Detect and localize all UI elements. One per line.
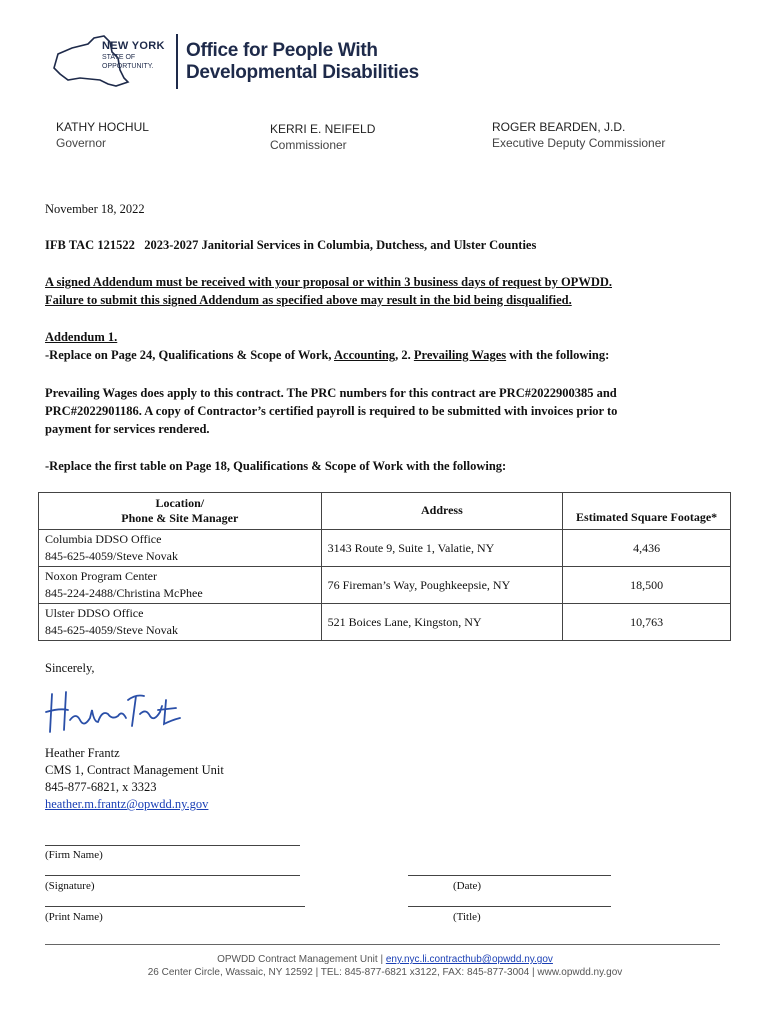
- replace-instruction-1: [45, 346, 609, 365]
- row-location-name: Columbia DDSO Office: [45, 532, 162, 546]
- official-name: KATHY HOCHUL: [56, 120, 149, 134]
- row-location-name: Noxon Program Center: [45, 569, 157, 583]
- letter-date: November 18, 2022: [45, 202, 145, 216]
- footer-unit: OPWDD Contract Management Unit |: [217, 954, 386, 965]
- sender-phone: 845-877-6821, x 3323: [45, 780, 157, 794]
- row-footage: 18,500: [563, 567, 731, 604]
- row-footage: 10,763: [563, 604, 731, 641]
- signature-line[interactable]: [45, 875, 300, 876]
- ny-logo-line2: STATE OF: [102, 54, 136, 61]
- row-footage: 4,436: [563, 530, 731, 567]
- table-row: [39, 567, 731, 604]
- header-footage: Estimated Square Footage*: [563, 493, 731, 530]
- sender-block: [45, 745, 224, 813]
- prevailing-line1: Prevailing Wages does apply to this contract. The PRC numbers for this contract are PRC#2022900385 and: [45, 386, 617, 400]
- header-location-line1: Location/: [155, 496, 205, 510]
- table-row: [39, 604, 731, 641]
- footer-line1: [0, 953, 770, 966]
- addendum-title: Addendum 1.: [45, 330, 118, 344]
- letter-subject: IFB TAC 121522 2023-2027 Janitorial Services in Columbia, Dutchess, and Ulster Counties: [45, 238, 537, 252]
- table-header-row: [39, 493, 731, 530]
- row-location-contact: 845-224-2488/Christina McPhee: [45, 586, 203, 600]
- replace-instruction-2: -Replace the first table on Page 18, Qualifications & Scope of Work with the following:: [45, 459, 507, 473]
- firm-name-line[interactable]: [45, 845, 300, 846]
- ny-logo-line1: NEW YORK: [102, 40, 165, 52]
- row-location: [39, 567, 322, 604]
- office-line2: Developmental Disabilities: [186, 62, 419, 83]
- row-address: 76 Fireman’s Way, Poughkeepsie, NY: [321, 567, 563, 604]
- row-location: [39, 530, 322, 567]
- footer-email-link[interactable]: eny.nyc.li.contracthub@opwdd.ny.gov: [385, 954, 553, 965]
- official-governor: [56, 119, 149, 151]
- title-line[interactable]: [408, 906, 611, 907]
- date-line[interactable]: [408, 875, 611, 876]
- ny-logo-line3: OPPORTUNITY.: [102, 63, 154, 70]
- signature-label: (Signature): [45, 880, 95, 892]
- official-deputy: [492, 119, 665, 151]
- sender-email-link[interactable]: heather.m.frantz@opwdd.ny.gov: [45, 797, 209, 811]
- sender-unit: CMS 1, Contract Management Unit: [45, 763, 224, 777]
- prevailing-line2: PRC#2022901186. A copy of Contractor’s certified payroll is required to be submitted with invoices prior to: [45, 404, 618, 418]
- official-name: KERRI E. NEIFELD: [270, 122, 376, 136]
- official-title: Executive Deputy Commissioner: [492, 136, 666, 150]
- official-name: ROGER BEARDEN, J.D.: [492, 120, 626, 134]
- locations-table: [38, 492, 731, 641]
- ny-logo-text: [102, 41, 165, 70]
- row-location-contact: 845-625-4059/Steve Novak: [45, 549, 178, 563]
- handwritten-signature: [40, 680, 190, 740]
- header-address: Address: [321, 493, 563, 530]
- replace1-pre: -Replace on Page 24, Qualifications & Scope of Work,: [45, 348, 334, 362]
- header-location-line2: Phone & Site Manager: [121, 511, 239, 525]
- row-address: 3143 Route 9, Suite 1, Valatie, NY: [321, 530, 563, 567]
- official-title: Governor: [56, 136, 107, 150]
- prevailing-line3: payment for services rendered.: [45, 422, 210, 436]
- office-name: [186, 40, 419, 84]
- official-title: Commissioner: [270, 138, 347, 152]
- print-name-line[interactable]: [45, 906, 305, 907]
- row-address: 521 Boices Lane, Kingston, NY: [321, 604, 563, 641]
- notice-line1: A signed Addendum must be received with your proposal or within 3 business days of request by OPWDD.: [45, 275, 612, 289]
- sender-name: Heather Frantz: [45, 746, 120, 760]
- sincerely: Sincerely,: [45, 661, 95, 675]
- official-commissioner: [270, 121, 375, 153]
- row-location-contact: 845-625-4059/Steve Novak: [45, 623, 178, 637]
- office-line1: Office for People With: [186, 40, 378, 61]
- footer-line2: 26 Center Circle, Wassaic, NY 12592 | TEL: 845-877-6821 x3122, FAX: 845-877-3004 | www.opwdd.ny.gov: [147, 967, 623, 978]
- replace1-post: with the following:: [506, 348, 610, 362]
- row-location-name: Ulster DDSO Office: [45, 606, 144, 620]
- replace1-accounting: Accounting: [334, 348, 396, 362]
- table-row: [39, 530, 731, 567]
- replace1-mid: , 2.: [395, 348, 414, 362]
- logo-divider: [176, 34, 178, 89]
- firm-name-label: (Firm Name): [45, 849, 103, 861]
- replace1-wages: Prevailing Wages: [413, 348, 507, 362]
- footer-rule: [45, 944, 720, 945]
- notice-line2: Failure to submit this signed Addendum as specified above may result in the bid being disqualified.: [45, 293, 572, 307]
- print-name-label: (Print Name): [45, 911, 103, 923]
- title-label: (Title): [453, 911, 481, 923]
- row-location: [39, 604, 322, 641]
- header-location: [39, 493, 322, 530]
- date-label: (Date): [453, 880, 482, 892]
